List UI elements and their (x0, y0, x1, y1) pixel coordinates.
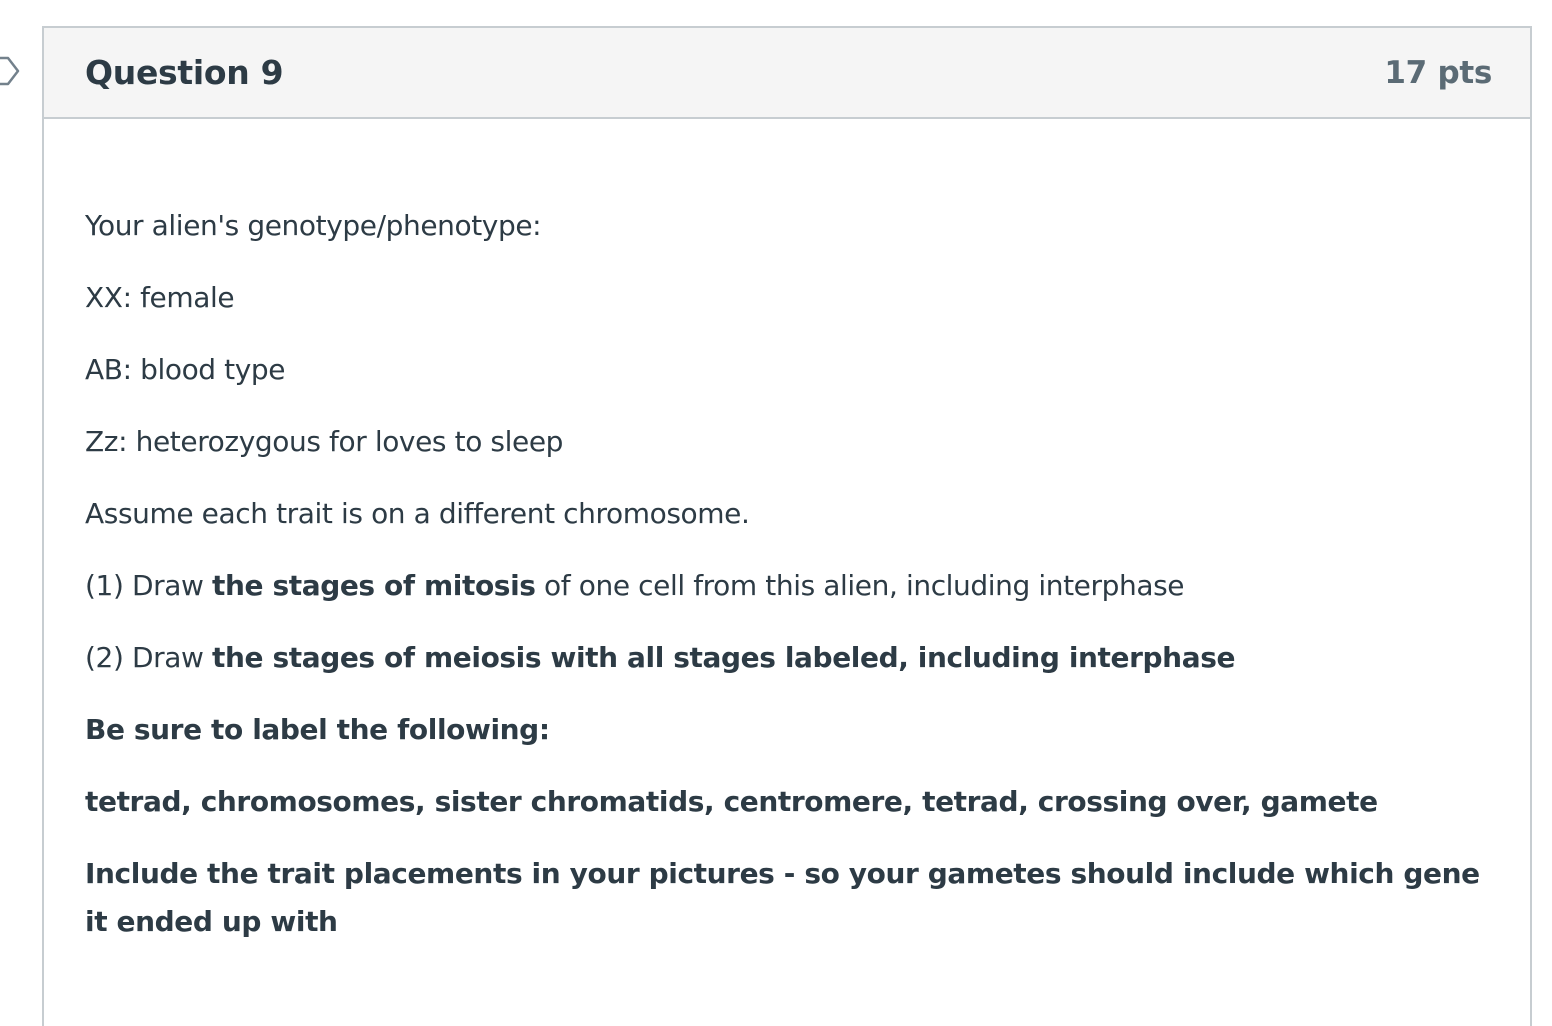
trait-line: XX: female (85, 281, 235, 314)
trait-line: Zz: heterozygous for loves to sleep (85, 425, 564, 458)
task-1-suffix: of one cell from this alien, including interphase (535, 569, 1185, 602)
include-note: Include the trait placements in your pictures - so your gametes should include which gene it ended up with (85, 857, 1480, 938)
question-header (44, 28, 1530, 119)
question-points: 17 pts (1384, 54, 1492, 91)
trait-line: AB: blood type (85, 353, 286, 386)
task-1 (85, 562, 1490, 610)
question-text (44, 119, 1530, 946)
task-1-prefix: (1) Draw (85, 569, 212, 602)
task-2 (85, 634, 1490, 682)
label-heading: Be sure to label the following: (85, 713, 550, 746)
label-terms: tetrad, chromosomes, sister chromatids, centromere, tetrad, crossing over, gamete (85, 785, 1378, 818)
task-2-prefix: (2) Draw (85, 641, 212, 674)
task-1-emphasis: the stages of mitosis (212, 569, 536, 602)
assumption-text: Assume each trait is on a different chromosome. (85, 497, 750, 530)
intro-text: Your alien's genotype/phenotype: (85, 209, 542, 242)
task-2-emphasis: the stages of meiosis with all stages labeled, including interphase (212, 641, 1236, 674)
question-card (42, 26, 1532, 1026)
question-title: Question 9 (85, 53, 284, 92)
bookmark-flag-icon[interactable] (0, 54, 20, 88)
